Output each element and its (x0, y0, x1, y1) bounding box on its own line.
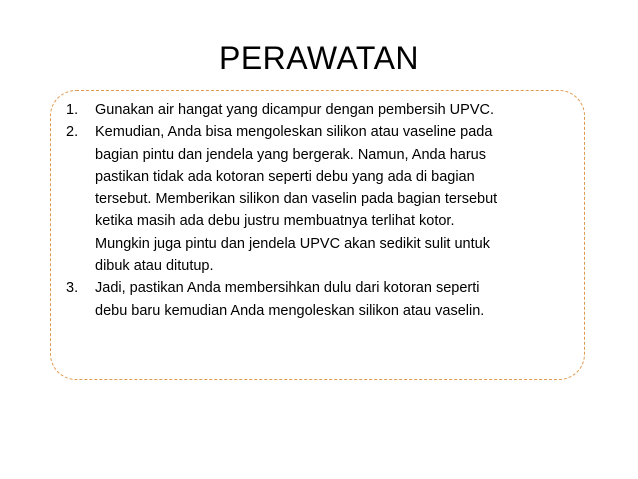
list-text-2 (95, 121, 576, 277)
list-item-1 (66, 99, 576, 121)
text-line: dibuk atau ditutup. (95, 258, 214, 275)
list-number-1: 1. (66, 102, 79, 118)
text-line: tersebut. Memberikan silikon dan vaselin pada bagian tersebut (95, 191, 498, 208)
list-text-1 (95, 99, 576, 121)
list-text-3 (95, 277, 576, 322)
text-line: Gunakan air hangat yang dicampur dengan pembersih UPVC. (95, 102, 494, 118)
list-item-3 (66, 277, 576, 322)
text-line: Mungkin juga pintu dan jendela UPVC akan sedikit sulit untuk (95, 235, 490, 252)
numbered-list (66, 99, 576, 322)
text-line: ketika masih ada debu justru membuatnya terlihat kotor. (95, 213, 455, 230)
text-line: debu baru kemudian Anda mengoleskan silikon atau vaselin. (95, 302, 485, 319)
text-line: Kemudian, Anda bisa mengoleskan silikon atau vaseline pada (95, 124, 493, 141)
text-line: pastikan tidak ada kotoran seperti debu yang ada di bagian (95, 168, 475, 185)
list-number-2: 2. (66, 124, 79, 141)
list-item-2 (66, 121, 576, 277)
list-number-3: 3. (66, 280, 79, 297)
text-line: bagian pintu dan jendela yang bergerak. Namun, Anda harus (95, 146, 486, 163)
slide-title: PERAWATAN (218, 40, 420, 76)
text-line: Jadi, pastikan Anda membersihkan dulu dari kotoran seperti (95, 280, 480, 297)
